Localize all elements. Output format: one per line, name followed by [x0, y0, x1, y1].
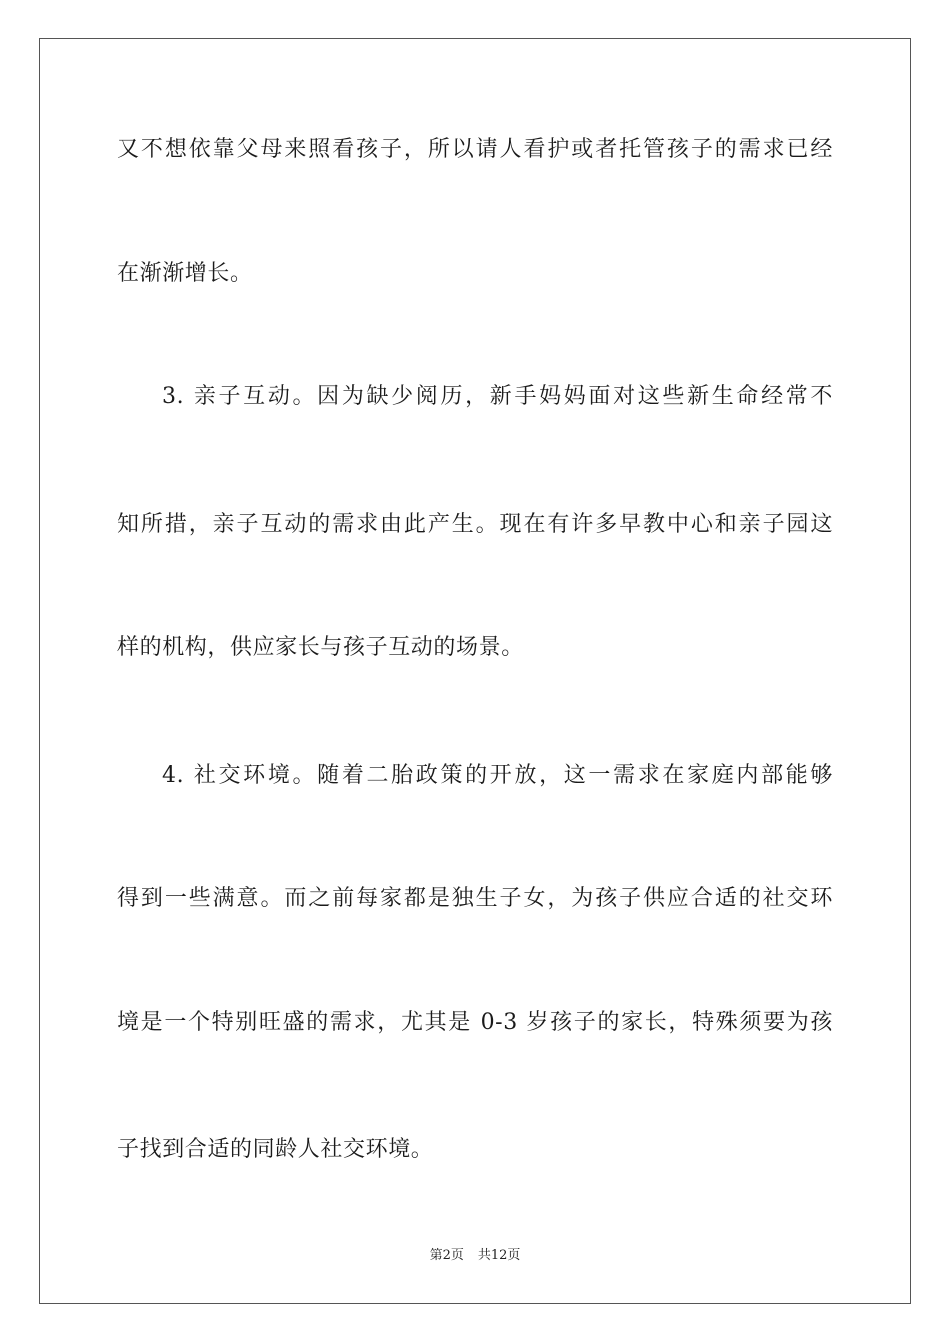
paragraph-line: 子找到合适的同龄人社交环境。	[117, 1137, 434, 1162]
paragraph-line: 境是一个特别旺盛的需求，尤其是 0-3 岁孩子的家长，特殊须要为孩	[117, 1010, 833, 1035]
paragraph-line: 4. 社交环境。随着二胎政策的开放，这一需求在家庭内部能够	[162, 763, 833, 788]
page-total: 共12页	[477, 1248, 521, 1263]
paragraph-line: 知所措，亲子互动的需求由此产生。现在有许多早教中心和亲子园这	[117, 512, 833, 537]
paragraph-line: 样的机构，供应家长与孩子互动的场景。	[117, 635, 524, 660]
paragraph-line: 3. 亲子互动。因为缺少阅历，新手妈妈面对这些新生命经常不	[162, 384, 833, 409]
page-footer	[0, 1247, 950, 1265]
paragraph-line: 在渐渐增长。	[117, 261, 253, 286]
page-number: 第2页	[429, 1248, 464, 1263]
paragraph-line: 又不想依靠父母来照看孩子，所以请人看护或者托管孩子的需求已经	[117, 137, 833, 162]
page-border	[39, 38, 911, 1304]
paragraph-line: 得到一些满意。而之前每家都是独生子女，为孩子供应合适的社交环	[117, 886, 833, 911]
